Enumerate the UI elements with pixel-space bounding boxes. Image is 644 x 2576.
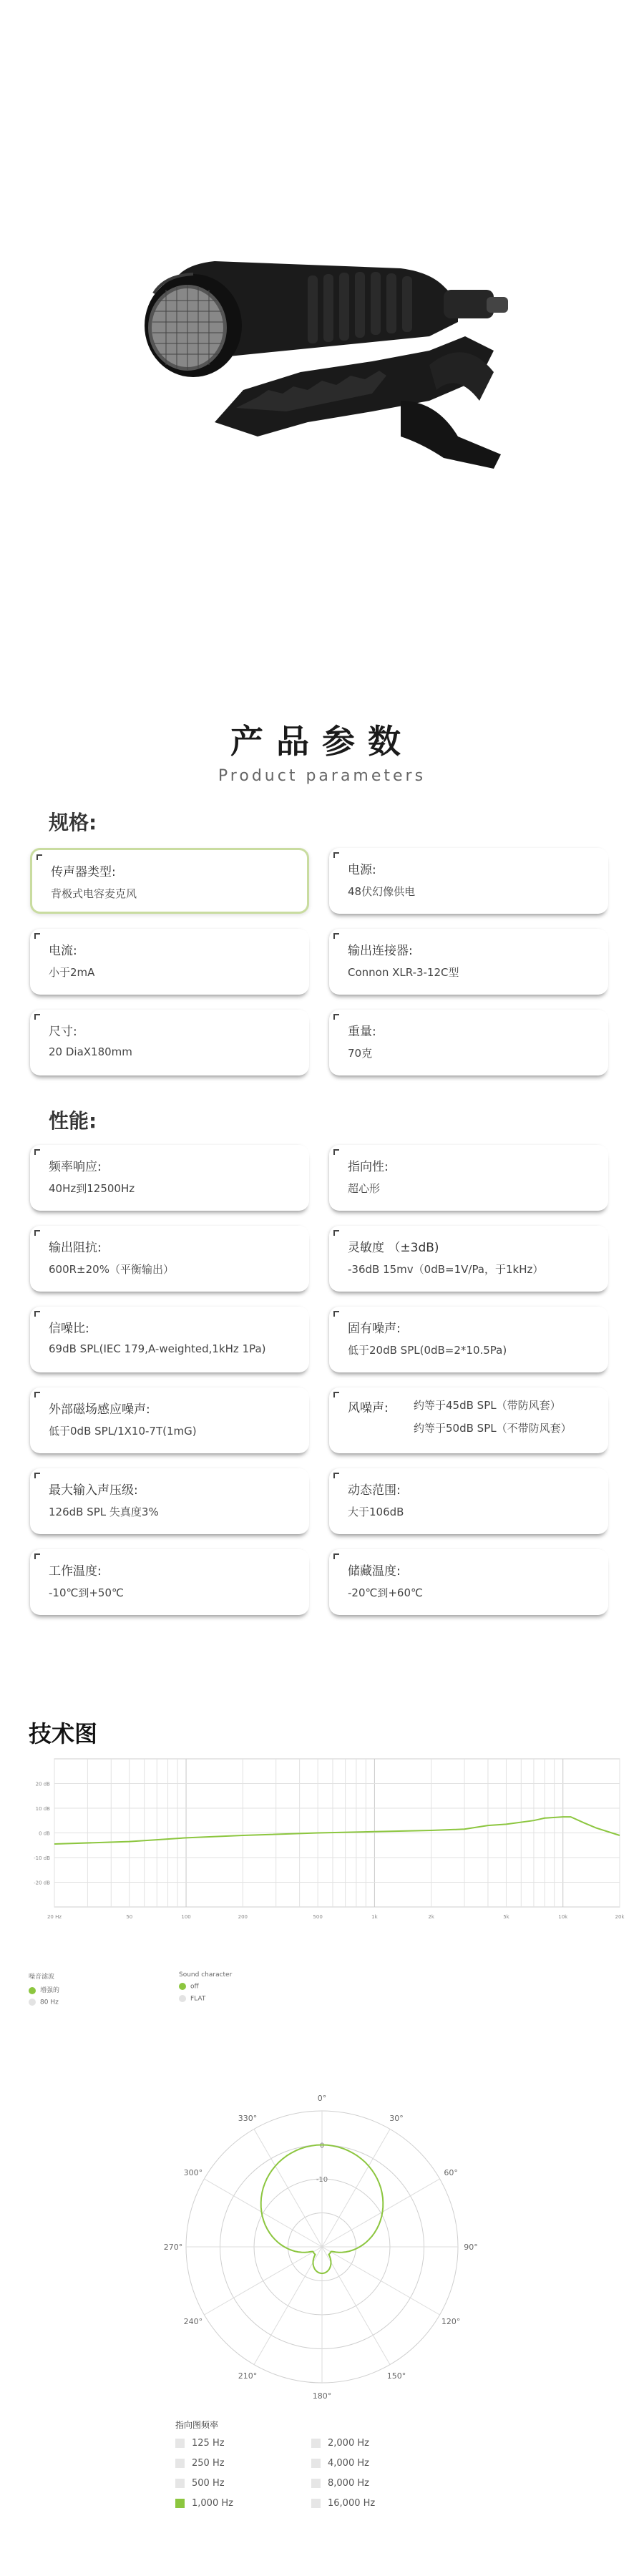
title-en: Product parameters: [218, 767, 426, 785]
perf-value: 40Hz到12500Hz: [49, 1182, 135, 1195]
spec-card: [329, 848, 608, 914]
perf-card: [30, 1307, 309, 1372]
spec-value: 70克: [348, 1047, 373, 1060]
angle-label: 30°: [389, 2113, 404, 2123]
checkbox-icon: [175, 2479, 185, 2488]
angle-label: 330°: [238, 2113, 258, 2123]
perf-key: 信噪比:: [49, 1322, 89, 1336]
legend-item-label: 80 Hz: [40, 1999, 59, 2006]
polar-spoke: [254, 2129, 325, 2247]
perf-value: -36dB 15mv（0dB=1V/Pa，于1kHz）: [348, 1263, 544, 1276]
perf-card: [329, 1226, 608, 1292]
specs-label: 规格:: [49, 811, 97, 834]
perf-card: [30, 1549, 309, 1615]
x-tick-label: 500: [313, 1914, 323, 1920]
polar-spoke: [319, 2129, 390, 2247]
x-tick-label: 1k: [371, 1914, 378, 1920]
perf-value: 大于106dB: [348, 1506, 404, 1518]
perf-card: [30, 1468, 309, 1534]
perf-key: 频率响应:: [49, 1160, 102, 1174]
spec-key: 电源:: [348, 863, 376, 877]
legend-item[interactable]: [179, 1983, 232, 1991]
polar-legend-label: 500 Hz: [192, 2478, 225, 2489]
polar-legend-item[interactable]: [175, 2436, 225, 2451]
section-title: [0, 716, 644, 785]
polar-legend: [175, 2419, 462, 2522]
polar-spoke: [322, 2247, 440, 2315]
title-cn: 产品参数: [230, 722, 414, 761]
polar-legend-head: 指向图频率: [175, 2420, 219, 2430]
performance-label: 性能:: [49, 1109, 97, 1133]
perf-card: [30, 1387, 309, 1453]
spec-card: [30, 848, 309, 914]
legend-head: Sound character: [179, 1971, 233, 1979]
frequency-response-chart: [29, 1753, 623, 1925]
polar-legend-item[interactable]: [311, 2436, 369, 2451]
polar-legend-item[interactable]: [311, 2497, 375, 2511]
perf-card: [329, 1145, 608, 1211]
polar-legend-item[interactable]: [311, 2477, 369, 2491]
spec-card: [30, 1010, 309, 1075]
y-tick-label: 20 dB: [35, 1781, 50, 1787]
checkbox-icon: [311, 2479, 321, 2488]
perf-card: [329, 1468, 608, 1534]
perf-value-2: 约等于50dB SPL（不带防风套）: [414, 1422, 572, 1435]
polar-pattern-chart: [165, 2089, 479, 2404]
spec-key: 输出连接器:: [348, 944, 413, 958]
polar-spoke: [254, 2247, 322, 2365]
product-image: [0, 0, 644, 644]
polar-legend-item[interactable]: [311, 2457, 369, 2471]
perf-key: 外部磁场感应噪声:: [49, 1402, 150, 1417]
polar-legend-label: 1,000 Hz: [192, 2498, 233, 2509]
perf-value: 约等于45dB SPL（带防风套）: [414, 1399, 561, 1412]
legend-item[interactable]: [29, 1985, 59, 1994]
polar-spoke: [322, 2247, 390, 2365]
checkbox-icon: [175, 2499, 185, 2508]
x-tick-label: 10k: [558, 1914, 568, 1920]
x-tick-label: 100: [181, 1914, 191, 1920]
polar-legend-label: 16,000 Hz: [328, 2498, 376, 2509]
polar-legend-item[interactable]: [175, 2497, 233, 2511]
x-tick-label: 5k: [503, 1914, 509, 1920]
legend-head: 噪音滤波: [29, 1974, 55, 1981]
perf-card: [329, 1549, 608, 1615]
spec-value: 小于2mA: [49, 966, 95, 979]
radial-label: -10: [316, 2176, 328, 2184]
angle-label: 180°: [312, 2391, 332, 2401]
perf-value: -20℃到+60℃: [348, 1586, 423, 1599]
perf-value: 600R±20%（平衡输出）: [49, 1263, 174, 1276]
perf-card: [329, 1387, 608, 1453]
perf-key: 指向性:: [348, 1160, 389, 1174]
angle-label: 90°: [464, 2243, 478, 2252]
polar-legend-label: 125 Hz: [192, 2438, 225, 2449]
legend-item-label: FLAT: [190, 1995, 206, 2002]
tech-title: 技术图: [29, 1720, 98, 1747]
checkbox-icon: [311, 2499, 321, 2508]
perf-value: 超心形: [348, 1182, 381, 1195]
polar-legend-label: 250 Hz: [192, 2458, 225, 2469]
polar-legend-item[interactable]: [175, 2477, 225, 2491]
checkbox-icon: [175, 2459, 185, 2468]
x-tick-label: 200: [238, 1914, 248, 1920]
angle-label: 120°: [441, 2317, 461, 2326]
polar-legend-label: 2,000 Hz: [328, 2438, 369, 2449]
spec-key: 电流:: [49, 944, 77, 958]
spec-card: [329, 1010, 608, 1075]
perf-key: 输出阻抗:: [49, 1241, 102, 1255]
spec-card: [30, 929, 309, 995]
legend-item-label: off: [190, 1983, 199, 1991]
polar-legend-label: 4,000 Hz: [328, 2458, 369, 2469]
checkbox-icon: [311, 2439, 321, 2448]
x-tick-label: 50: [126, 1914, 133, 1920]
spec-value: 20 DiaX180mm: [49, 1045, 132, 1058]
perf-card: [30, 1226, 309, 1292]
spec-card: [329, 929, 608, 995]
perf-key: 工作温度:: [49, 1564, 102, 1579]
perf-key: 最大输入声压级:: [49, 1483, 138, 1498]
x-tick-label: 20 Hz: [47, 1914, 62, 1920]
checkbox-icon: [175, 2439, 185, 2448]
perf-card: [329, 1307, 608, 1372]
perf-value: 69dB SPL(IEC 179,A-weighted,1kHz 1Pa): [49, 1342, 266, 1355]
y-tick-label: 0 dB: [39, 1830, 50, 1837]
spec-key: 尺寸:: [49, 1025, 77, 1039]
spec-value: Connon XLR-3-12C型: [348, 966, 459, 979]
spec-key: 传声器类型:: [51, 865, 116, 879]
perf-key: 储藏温度:: [348, 1564, 401, 1579]
x-tick-label: 20k: [615, 1914, 625, 1920]
perf-value: -10℃到+50℃: [49, 1586, 124, 1599]
y-tick-label: 10 dB: [35, 1806, 50, 1812]
legend-item-label: 增强的: [40, 1987, 60, 1994]
angle-label: 0°: [317, 2094, 327, 2103]
polar-spoke: [204, 2247, 322, 2315]
polar-legend-item[interactable]: [175, 2457, 225, 2471]
perf-value: 126dB SPL 失真度3%: [49, 1506, 159, 1518]
perf-key: 灵敏度 （±3dB): [348, 1241, 439, 1255]
angle-label: 270°: [163, 2243, 183, 2252]
perf-key: 动态范围:: [348, 1483, 401, 1498]
angle-label: 150°: [386, 2371, 406, 2381]
perf-key: 风噪声:: [348, 1401, 389, 1415]
polar-legend-label: 8,000 Hz: [328, 2478, 369, 2489]
y-tick-label: -10 dB: [34, 1855, 50, 1861]
y-tick-label: -20 dB: [34, 1880, 50, 1886]
spec-key: 重量:: [348, 1025, 376, 1039]
radial-label: 0: [319, 2142, 325, 2150]
x-tick-label: 2k: [428, 1914, 434, 1920]
angle-label: 300°: [183, 2168, 203, 2177]
perf-key: 固有噪声:: [348, 1322, 401, 1336]
perf-card: [30, 1145, 309, 1211]
perf-value: 低于0dB SPL/1X10-7T(1mG): [49, 1425, 197, 1438]
checkbox-icon: [311, 2459, 321, 2468]
frequency-legend: [29, 1971, 315, 2014]
perf-value: 低于20dB SPL(0dB=2*10.5Pa): [348, 1344, 507, 1357]
angle-label: 60°: [444, 2168, 458, 2177]
angle-label: 210°: [238, 2371, 258, 2381]
spec-value: 48伏幻像供电: [348, 885, 416, 898]
spec-value: 背极式电容麦克风: [51, 887, 137, 900]
legend-item[interactable]: [179, 1995, 232, 2003]
legend-item[interactable]: [29, 1999, 59, 2006]
angle-label: 240°: [183, 2317, 203, 2326]
